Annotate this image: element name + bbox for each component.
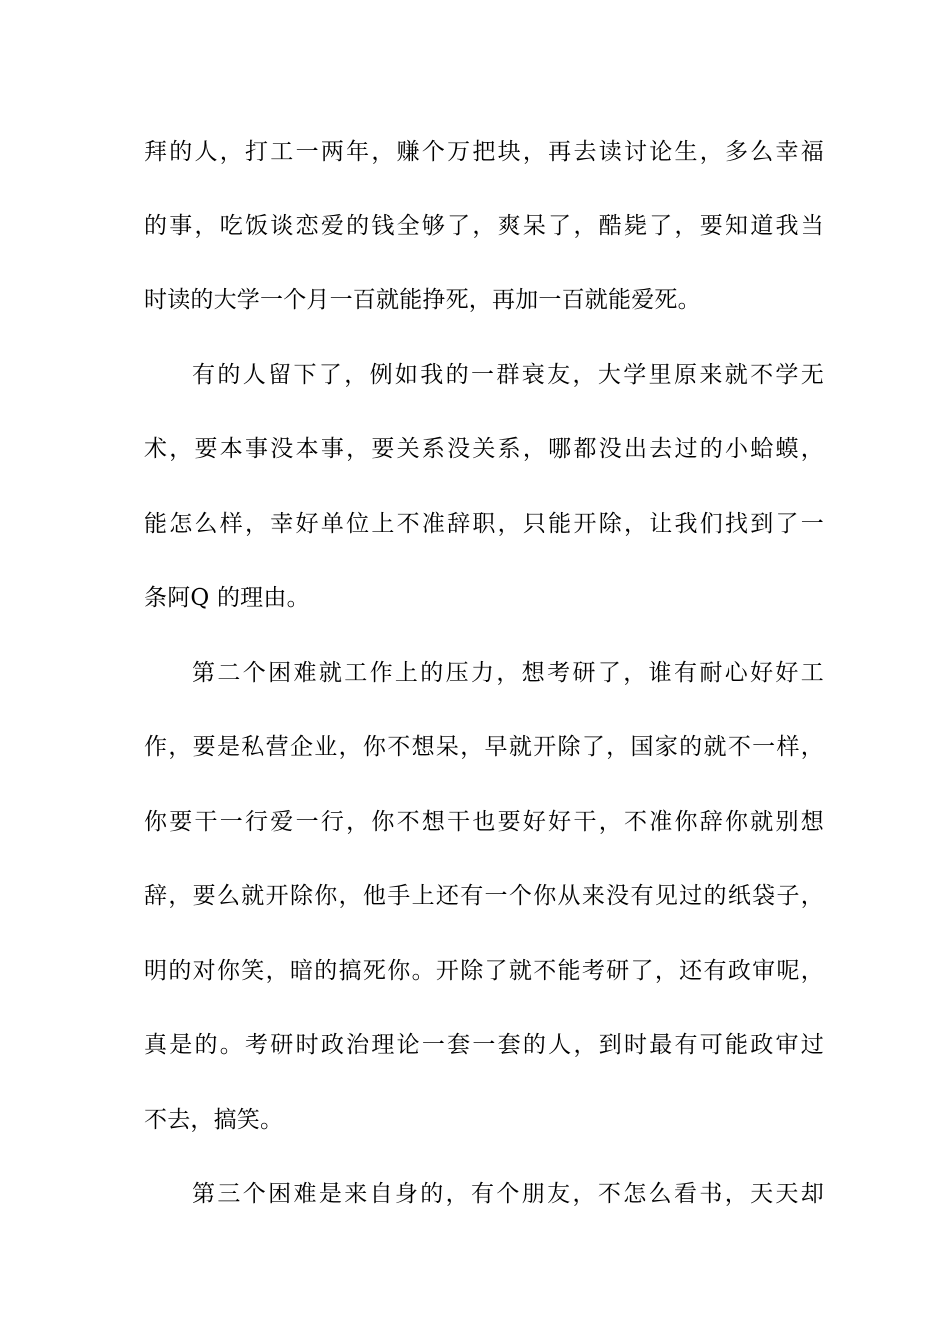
text-line-4: 有的人留下了，例如我的一群衰友，大学里原来就不学无	[192, 362, 824, 388]
text-line-7: 条阿Q 的理由。	[144, 585, 310, 611]
text-line-14: 不去，搞笑。	[144, 1107, 284, 1133]
text-line-2: 的事，吃饭谈恋爱的钱全够了，爽呆了，酷毙了，要知道我当	[144, 213, 824, 239]
text-line-5: 术，要本事没本事，要关系没关系，哪都没出去过的小蛤蟆，	[144, 436, 824, 462]
text-line-15: 第三个困难是来自身的，有个朋友，不怎么看书，天天却	[192, 1181, 824, 1207]
text-line-10: 你要干一行爱一行，你不想干也要好好干，不准你辞你就别想	[144, 809, 824, 835]
text-line-3: 时读的大学一个月一百就能挣死，再加一百就能爱死。	[144, 287, 701, 313]
text-line-6: 能怎么样，幸好单位上不准辞职，只能开除，让我们找到了一	[144, 511, 824, 537]
text-line-11: 辞，要么就开除你，他手上还有一个你从来没有见过的纸袋子，	[144, 883, 824, 909]
text-line-9: 作，要是私营企业，你不想呆，早就开除了，国家的就不一样，	[144, 734, 824, 760]
text-line-1: 拜的人，打工一两年，赚个万把块，再去读讨论生，多么幸福	[144, 139, 824, 165]
text-line-12: 明的对你笑，暗的搞死你。开除了就不能考研了，还有政审呢，	[144, 958, 824, 984]
text-line-8: 第二个困难就工作上的压力，想考研了，谁有耐心好好工	[192, 660, 824, 686]
text-line-13: 真是的。考研时政治理论一套一套的人，到时最有可能政审过	[144, 1032, 824, 1058]
